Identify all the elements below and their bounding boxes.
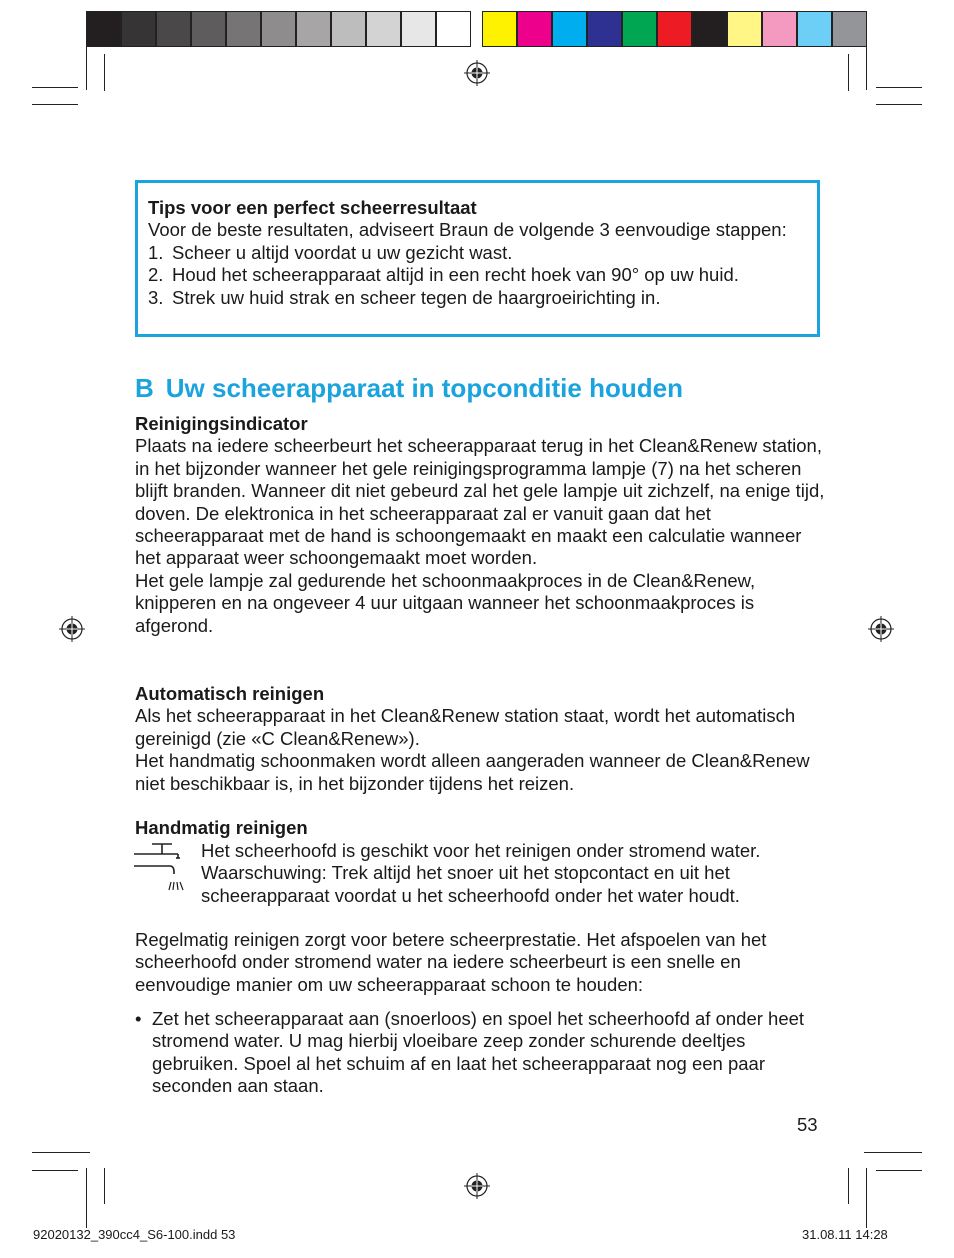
step-text: Houd het scheerapparaat altijd in een recht hoek van 90° op uw huid. (172, 264, 739, 286)
crop-mark (32, 104, 78, 105)
crop-mark (864, 1152, 922, 1153)
color-swatch (727, 11, 762, 47)
color-swatch (366, 11, 401, 47)
paragraph: Plaats na iedere scheerbeurt het scheerapparaat terug in het Clean&Renew station, in het bijzonder wanneer het gele reinigingsprogramma lampje (7) na het scheren blijft branden. Wanneer dit niet gebeurd zal het gele lampje uit zichzelf, na enige tijd, doven. De elektronica in het scheerapparaat zal er vanuit gaan dat het scheerapparaat met de hand is schoongemaakt en maakt een calculatie wanneer het apparaat weer schoongemaakt moet worden. (135, 435, 825, 569)
list-item (148, 264, 807, 286)
color-swatch (482, 11, 517, 47)
footer-filename: 92020132_390cc4_S6-100.indd 53 (33, 1227, 236, 1242)
list-item (135, 1008, 830, 1098)
color-swatch (832, 11, 867, 47)
registration-mark-icon (59, 616, 85, 642)
registration-mark-icon (464, 60, 490, 86)
crop-mark (876, 87, 922, 88)
section-letter: B (135, 373, 154, 403)
color-swatch (762, 11, 797, 47)
paragraph: Regelmatig reinigen zorgt voor betere scheerprestatie. Het afspoelen van het scheerhoofd onder stromend water na iedere scheerbeurt is een snelle en eenvoudige manier om uw scheerapparaat schoon te houden: (135, 929, 767, 995)
color-swatch (517, 11, 552, 47)
color-swatch (86, 11, 121, 47)
subheading: Reinigingsindicator (135, 413, 308, 434)
step-number: 2. (148, 264, 164, 286)
list-item (148, 287, 807, 309)
registration-mark-icon (464, 1173, 490, 1199)
crop-mark (104, 1168, 105, 1204)
crop-mark (848, 54, 849, 91)
color-swatch (552, 11, 587, 47)
footer-timestamp: 31.08.11 14:28 (802, 1227, 888, 1242)
subheading: Automatisch reinigen (135, 683, 325, 704)
paragraph: Het gele lampje zal gedurende het schoonmaakproces in de Clean&Renew, knipperen en na ongeveer 4 uur uitgaan wanneer het schoonmaakproces is afgerond. (135, 569, 756, 636)
subheading: Handmatig reinigen (135, 817, 308, 838)
tips-title: Tips voor een perfect scheerresultaat (148, 197, 477, 218)
manual-clean-icon-text (201, 840, 831, 907)
cleaning-indicator-section (135, 413, 825, 637)
crop-mark (848, 1168, 849, 1204)
color-swatch (692, 11, 727, 47)
color-swatch (121, 11, 156, 47)
crop-mark (104, 54, 105, 91)
tips-intro: Voor de beste resultaten, adviseert Braun de volgende 3 eenvoudige stappen: (148, 219, 787, 241)
color-swatch (261, 11, 296, 47)
crop-mark (866, 1168, 867, 1228)
faucet-icon (134, 842, 190, 894)
color-swatch (296, 11, 331, 47)
color-swatch (191, 11, 226, 47)
manual-clean-section (135, 817, 825, 839)
color-swatch (587, 11, 622, 47)
crop-mark (86, 1168, 87, 1228)
color-swatch (657, 11, 692, 47)
color-swatch (401, 11, 436, 47)
color-swatch (436, 11, 471, 47)
color-swatch (331, 11, 366, 47)
step-number: 3. (148, 286, 164, 308)
color-swatch (797, 11, 832, 47)
crop-mark (32, 87, 78, 88)
crop-mark (32, 1170, 78, 1171)
color-swatch (622, 11, 657, 47)
color-swatch (156, 11, 191, 47)
tips-box (135, 180, 820, 337)
paragraph: Als het scheerapparaat in het Clean&Renew station staat, wordt het automatisch gereinigd (zie «C Clean&Renew»). (135, 705, 796, 749)
paragraph: Het handmatig schoonmaken wordt alleen aangeraden wanneer de Clean&Renew niet beschikbaar is, in het bijzonder tijdens het reizen. (135, 750, 810, 794)
crop-mark (866, 30, 867, 90)
crop-mark (32, 1152, 90, 1153)
color-swatch (226, 11, 261, 47)
step-number: 1. (148, 241, 164, 263)
manual-clean-body (135, 929, 825, 996)
crop-mark (876, 104, 922, 105)
tips-steps (148, 242, 807, 309)
crop-mark (876, 1170, 922, 1171)
registration-mark-icon (868, 616, 894, 642)
crop-mark (86, 30, 87, 90)
bullet-symbol: • (135, 1008, 142, 1029)
bullet-text: Zet het scheerapparaat aan (snoerloos) en spoel het scheerhoofd af onder heet stromend water. U mag hierbij vloeibare zeep zonder schurende deeltjes gebruiken. Spoel al het schuim af en laat het scheerapparaat nog een paar seconden aan staan. (152, 1008, 805, 1097)
list-item (148, 242, 807, 264)
step-text: Strek uw huid strak en scheer tegen de haargroeirichting in. (172, 286, 661, 308)
paragraph: Het scheerhoofd is geschikt voor het reinigen onder stromend water. Waarschuwing: Trek altijd het snoer uit het stopcontact en uit het scheerapparaat voordat u het scheerhoofd onder het water houdt. (201, 840, 761, 906)
auto-clean-section (135, 683, 825, 795)
section-title: Uw scheerapparaat in topconditie houden (165, 373, 683, 403)
step-text: Scheer u altijd voordat u uw gezicht wast. (172, 241, 513, 263)
manual-clean-bullets (135, 1008, 830, 1098)
page-number: 53 (797, 1114, 818, 1135)
section-heading (135, 372, 835, 404)
